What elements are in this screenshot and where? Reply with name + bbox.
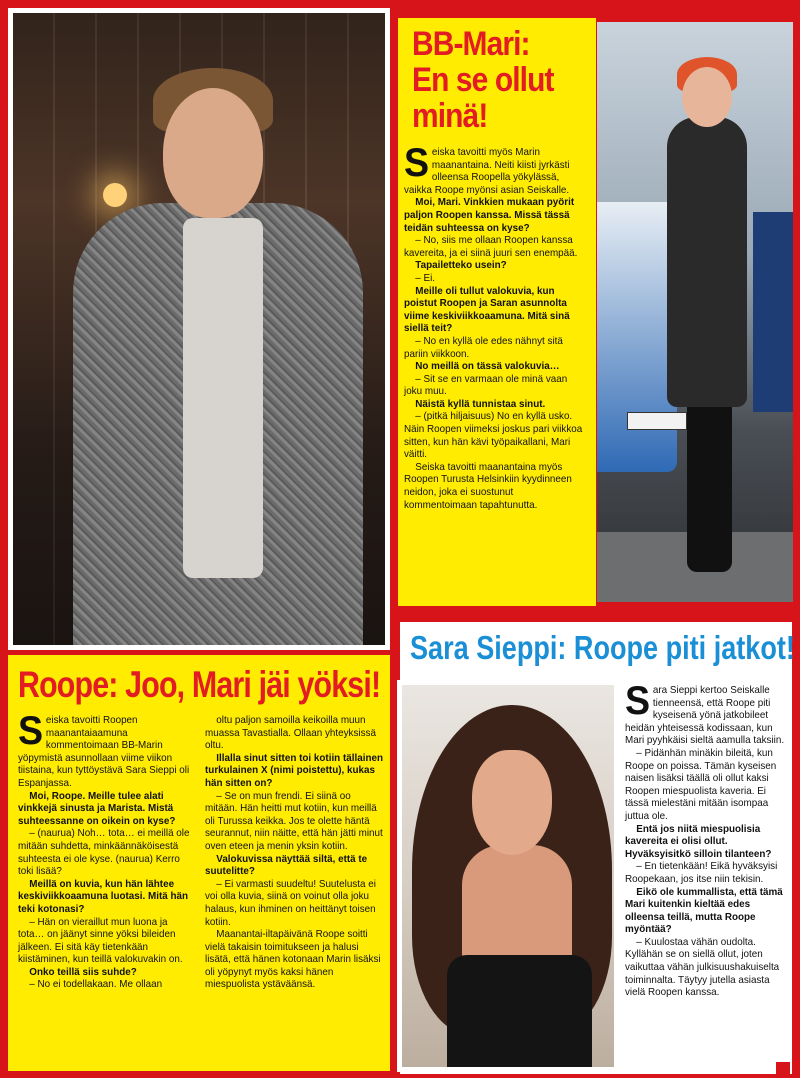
paragraph-text: Eikö ole kummallista, että tämä Mari kuitenkin kieltää edes olleensa teillä, mutta Roope myöntää? — [625, 885, 783, 936]
question-paragraph — [18, 878, 197, 916]
answer-paragraph — [404, 461, 584, 511]
paragraph-text: – (pitkä hiljaisuus) No en kyllä usko. Näin Roopen viimeksi joskus pari viikkoa sitten, kun hän kävi työpaikallani, Mari väitti. — [404, 410, 583, 461]
question-paragraph — [625, 886, 787, 936]
paragraph-text: – (naurua) Noh… tota… ei meillä ole mitään suhdetta, minkäännäköisestä suhteesta ei ole kyse. (naurua) Kerro toki lisää? — [18, 827, 190, 878]
question-paragraph — [18, 790, 197, 828]
answer-paragraph — [404, 272, 584, 285]
paragraph-text: – Hän on vieraillut mun luona ja tota… on jäänyt sinne yöksi bileiden jälkeen. Ei sitä käy tietenkään kiistäminen, kun teillä valokuvakin on. — [18, 915, 183, 966]
question-paragraph — [18, 966, 197, 979]
photo-mari — [597, 22, 793, 602]
question-paragraph — [404, 398, 584, 411]
answer-paragraph — [205, 714, 384, 752]
answer-paragraph — [404, 410, 584, 460]
answer-paragraph — [625, 747, 787, 823]
paragraph-text: Moi, Mari. Vinkkien mukaan pyörit paljon Roopen kanssa. Missä tässä teidän suhteessa on kyse? — [404, 196, 575, 234]
question-paragraph — [404, 196, 584, 234]
paragraph-text: Näistä kyllä tunnistaa sinut. — [415, 397, 546, 410]
paragraph-text: eiska tavoitti myös Marin maanantaina. Neiti kiisti jyrkästi olleensa Roopella yökylässä, vaikka Roope myönsi asian Seiskalle. — [404, 146, 570, 196]
question-paragraph — [404, 360, 584, 373]
answer-paragraph — [404, 373, 584, 398]
answer-paragraph — [18, 827, 197, 877]
photo-sara — [397, 680, 619, 1072]
paragraph-text: Meillä on kuvia, kun hän lähtee keskiviikkoaamuna luotasi. Mitä hän teki kotonasi? — [18, 877, 189, 915]
answer-paragraph — [18, 978, 197, 991]
paragraph-text: Illalla sinut sitten toi kotiin tällainen turkulainen X (nimi poistettu), kukas hän sitten on? — [205, 751, 383, 789]
bbmari-headline: BB-Mari: En se ollut minä! — [412, 25, 554, 135]
photo-roope — [8, 8, 390, 650]
question-paragraph — [404, 285, 584, 335]
paragraph-text: oltu paljon samoilla keikoilla muun muassa Tavastialla. Ollaan yhteyksissä oltu. — [205, 714, 376, 752]
bbmari-body — [404, 141, 584, 511]
paragraph-text: – Kuulostaa vähän oudolta. Kyllähän se on siellä ollut, joten vaikuttaa vähän julkisuushakuiselta toiminnalta. Täytyy jutella asiasta vielä Roopen kanssa. — [625, 935, 780, 999]
paragraph-text: Onko teillä siis suhde? — [29, 965, 137, 978]
answer-paragraph — [625, 936, 787, 999]
answer-paragraph — [625, 679, 787, 747]
question-paragraph — [625, 823, 787, 861]
paragraph-text: – Sit se en varmaan ole minä vaan joku muu. — [404, 372, 568, 398]
drop-cap: S — [625, 679, 651, 723]
drop-cap: S — [404, 141, 430, 185]
paragraph-text: Seiska tavoitti maanantaina myös Roopen Turusta Helsinkiin kyydinneen neidon, joka ei suostunut kommentoimaan tapahtunutta. — [404, 460, 572, 511]
corner-mark — [776, 1062, 790, 1074]
answer-paragraph — [205, 878, 384, 928]
paragraph-text: – Pidänhän minäkin bileitä, kun Roope on poissa. Tämän kyseisen naisen lisäksi täällä oli ollut kaksi Roopen miespuolista kaveria. Ei tässä mielestäni mitään isompaa juttua ole. — [625, 746, 777, 822]
paragraph-text: – Ei varmasti suudeltu! Suutelusta ei voi olla kuvia, siinä on voinut olla joku halaus, kun ihminen on heittänyt toisen kotiin. — [205, 877, 376, 928]
answer-paragraph — [404, 335, 584, 360]
paragraph-text: – Ei. — [415, 271, 436, 284]
sara-body — [625, 679, 787, 999]
answer-paragraph — [18, 916, 197, 966]
drop-cap: S — [18, 709, 44, 753]
paragraph-text: – En tietenkään! Eikä hyväksyisi Roopekaan, jos itse niin tekisin. — [625, 860, 778, 885]
roope-body-col2 — [205, 714, 384, 991]
paragraph-text: ara Sieppi kertoo Seiskalle tienneensä, että Roope piti kyseisenä yönä jatkobileet heidän yhteisessä kodissaan, kun Mari pyyhkäisi sieltä aamulla taksiin. — [625, 684, 785, 747]
roope-headline: Roope: Joo, Mari jäi yöksi! — [18, 664, 381, 705]
question-paragraph — [404, 259, 584, 272]
sara-headline: Sara Sieppi: Roope piti jatkot! — [410, 629, 795, 666]
roope-body-col1 — [18, 709, 197, 991]
paragraph-text: – Se on mun frendi. Ei siinä oo mitään. Hän heitti mut kotiin, kun meillä oli Turussa keikka. Jos te olette häntä seurannut, niin näitte, että hän jätti minut oven eteen ja menin yksin kotiin. — [205, 789, 383, 852]
answer-paragraph — [625, 860, 787, 885]
answer-paragraph — [404, 141, 584, 196]
answer-paragraph — [404, 234, 584, 259]
paragraph-text: – No, siis me ollaan Roopen kanssa kavereita, ja ei siinä juuri sen enempää. — [404, 234, 578, 259]
paragraph-text: Maanantai-iltapäivänä Roope soitti vielä takaisin toimitukseen ja halusi lisätä, että hänen kotonaan Marin lisäksi oli yöpynyt myös kaksi hänen miespuolista ystäväänsä. — [205, 928, 381, 991]
paragraph-text: Valokuvissa näyttää siltä, että te suutelitte? — [205, 852, 368, 878]
answer-paragraph — [205, 790, 384, 853]
paragraph-text: eiska tavoitti Roopen maanantaiaamuna kommentoimaan BB-Marin yöpymistä asunnollaan viime viikon tiistaina, kun tyttöystävä Sara Sieppi oli Espanjassa. — [18, 714, 190, 789]
paragraph-text: – No en kyllä ole edes nähnyt sitä pariin viikkoon. — [404, 334, 563, 360]
paragraph-text: – No ei todellakaan. Me ollaan — [29, 978, 163, 991]
paragraph-text: Entä jos niitä miespuolisia kavereita ei olisi ollut. Hyväksyisitkö silloin tilanteen? — [625, 822, 772, 860]
paragraph-text: Moi, Roope. Meille tulee alati vinkkejä sinusta ja Marista. Mistä suhteessanne on oikein on kyse? — [18, 789, 176, 827]
paragraph-text: Meille oli tullut valokuvia, kun poistut Roopen ja Saran asunnolta viime keskiviikkoaamuna. Mitä sinä siellä teit? — [404, 284, 570, 335]
question-paragraph — [205, 853, 384, 878]
paragraph-text: Tapailetteko usein? — [415, 259, 507, 272]
paragraph-text: No meillä on tässä valokuvia… — [415, 360, 560, 373]
answer-paragraph — [18, 709, 197, 790]
question-paragraph — [205, 752, 384, 790]
answer-paragraph — [205, 928, 384, 991]
